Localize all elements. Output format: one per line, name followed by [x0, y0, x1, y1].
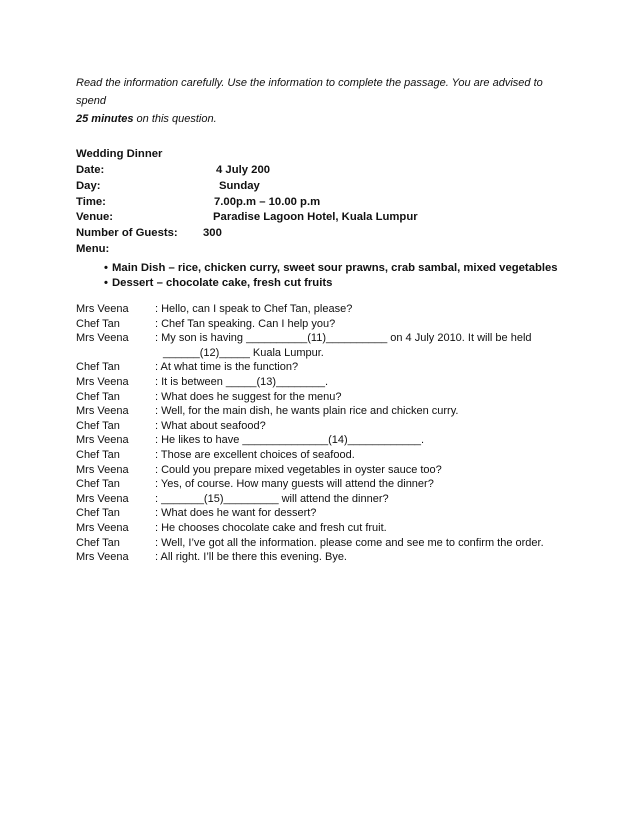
speaker-name: Mrs Veena	[76, 551, 129, 564]
detail-label: Day:	[76, 179, 101, 192]
speaker-name: Chef Tan	[76, 507, 120, 520]
speech-text: ______(12)_____ Kuala Lumpur.	[163, 346, 324, 359]
dialogue-line	[76, 419, 556, 434]
dialogue-line	[76, 360, 556, 375]
detail-label: Venue:	[76, 211, 114, 224]
time-limit: 25 minutes	[76, 113, 134, 125]
dialogue-line	[76, 506, 556, 521]
dialogue-line	[76, 463, 556, 478]
speaker-name: Chef Tan	[76, 317, 120, 330]
speaker-name: Chef Tan	[76, 390, 120, 403]
speaker-name: Chef Tan	[76, 419, 120, 432]
dialogue-line	[76, 404, 556, 419]
dialogue-line	[76, 492, 556, 507]
speaker-name: Chef Tan	[76, 536, 120, 549]
detail-label: Date:	[76, 164, 105, 176]
dialogue-line	[76, 346, 556, 361]
detail-value: 7.00p.m – 10.00 p.m	[214, 195, 321, 208]
speaker-name: Mrs Veena	[76, 492, 129, 505]
speech-text: : All right. I’ll be there this evening. Bye.	[155, 551, 347, 564]
speech-text: : At what time is the function?	[155, 361, 299, 374]
detail-value: 300	[203, 227, 222, 240]
menu-item-text: Dessert – chocolate cake, fresh cut fruits	[112, 277, 333, 289]
speech-text: : What does he suggest for the menu?	[155, 390, 342, 403]
speaker-name: Chef Tan	[76, 478, 120, 491]
dialogue-line	[76, 448, 556, 463]
dialogue-line	[76, 477, 556, 492]
speech-text: : He likes to have ______________(14)____________.	[155, 434, 425, 447]
detail-value: Paradise Lagoon Hotel, Kuala Lumpur	[213, 211, 418, 224]
instructions-line-1: Read the information carefully. Use the information to complete the passage. You are advised to spend	[76, 77, 543, 107]
menu-list	[104, 261, 558, 291]
document-page: Read the information carefully. Use the information to complete the passage. You are advised to spend 25 minutes on this question. Wedding Dinner Date: 4 July 200 Day: Sunday Time: 7.00p.m – 10.00 p.m Venue: Paradise Lagoon Hotel, Kuala Lumpur Number of Guests: 300 Menu: • Main Dish – rice, chicken curry, sweet sour prawns, crab sambal, mixed vegetables • Dessert – chocolate cake, fresh cut fruits Mrs Veena : Hello, can I speak to Chef Tan, please? Chef Tan : Chef Tan speaking. Can I help you? Mrs Veena : My son is having __________(11)__________ on 4 July 2010. It will be held ______(12)_____ Kuala Lumpur. Chef Tan : At what time is the function? Mrs Veena : It is between _____(13)________. Chef Tan : What does he suggest for the menu? Mrs Veena : Well, for the main dish, he wants plain rice and chicken curry. Chef Tan : What about seafood? Mrs Veena : He likes to have ______________(14)____________. Chef Tan : Those are excellent choices of seafood. Mrs Veena : Could you prepare mixed vegetables in oyster sauce too? Chef Tan : Yes, of course. How many guests will attend the dinner? Mrs Veena : _______(15)_________ will attend the dinner? Chef Tan : What does he want for dessert? Mrs Veena : He chooses chocolate cake and fresh cut fruit. Chef Tan : Well, I’ve got all the information. please come and see me to confirm the order. Mrs Veena : All right. I’ll be there this evening. Bye.	[0, 0, 638, 826]
speaker-name: Mrs Veena	[76, 303, 129, 315]
instructions	[76, 74, 566, 128]
dialogue-line	[76, 390, 556, 405]
dialogue-line	[76, 302, 556, 317]
speech-text: : What does he want for dessert?	[155, 507, 317, 520]
menu-item-text: Main Dish – rice, chicken curry, sweet sour prawns, crab sambal, mixed vegetables	[112, 262, 558, 274]
speaker-name: Mrs Veena	[76, 463, 129, 476]
speech-text: : It is between _____(13)________.	[155, 375, 329, 388]
speech-text: : He chooses chocolate cake and fresh cut fruit.	[155, 521, 387, 534]
bullet-icon: •	[104, 277, 108, 289]
menu-item-dessert	[104, 276, 558, 291]
dialogue-line	[76, 433, 556, 448]
speech-text: : Well, I’ve got all the information. please come and see me to confirm the order.	[155, 536, 544, 549]
speaker-name: Mrs Veena	[76, 332, 129, 345]
instructions-rest: on this question.	[133, 113, 217, 125]
speech-text: : What about seafood?	[155, 419, 266, 432]
dialogue-line	[76, 550, 556, 565]
dialogue-line	[76, 536, 556, 551]
speech-text: : Yes, of course. How many guests will attend the dinner?	[155, 478, 434, 491]
speech-text: : Chef Tan speaking. Can I help you?	[155, 317, 336, 330]
detail-label: Time:	[76, 195, 106, 208]
menu-item-main-dish	[104, 261, 558, 276]
speaker-name: Chef Tan	[76, 448, 120, 461]
speech-text: : Could you prepare mixed vegetables in oyster sauce too?	[155, 463, 442, 476]
speech-text: : My son is having __________(11)__________ on 4 July 2010. It will be held	[155, 332, 532, 345]
speaker-name: Mrs Veena	[76, 375, 129, 388]
bullet-icon: •	[104, 262, 108, 274]
detail-value: 4 July 200	[216, 164, 271, 176]
speaker-name: Mrs Veena	[76, 434, 129, 447]
speech-text: : Hello, can I speak to Chef Tan, please?	[155, 303, 353, 315]
speech-text: : Those are excellent choices of seafood.	[155, 448, 355, 461]
dialogue-line	[76, 521, 556, 536]
speaker-name: Chef Tan	[76, 361, 120, 374]
dialogue-line	[76, 375, 556, 390]
instructions-line-2	[76, 110, 566, 128]
dialogue-line	[76, 317, 556, 332]
detail-label: Number of Guests:	[76, 227, 178, 240]
speech-text: : Well, for the main dish, he wants plain rice and chicken curry.	[155, 405, 459, 418]
dialogue-line	[76, 331, 556, 346]
detail-value: Sunday	[219, 179, 260, 192]
speaker-name: Mrs Veena	[76, 521, 129, 534]
speaker-name: Mrs Veena	[76, 405, 129, 418]
dialogue	[76, 302, 556, 565]
speech-text: : _______(15)_________ will attend the dinner?	[155, 492, 389, 505]
